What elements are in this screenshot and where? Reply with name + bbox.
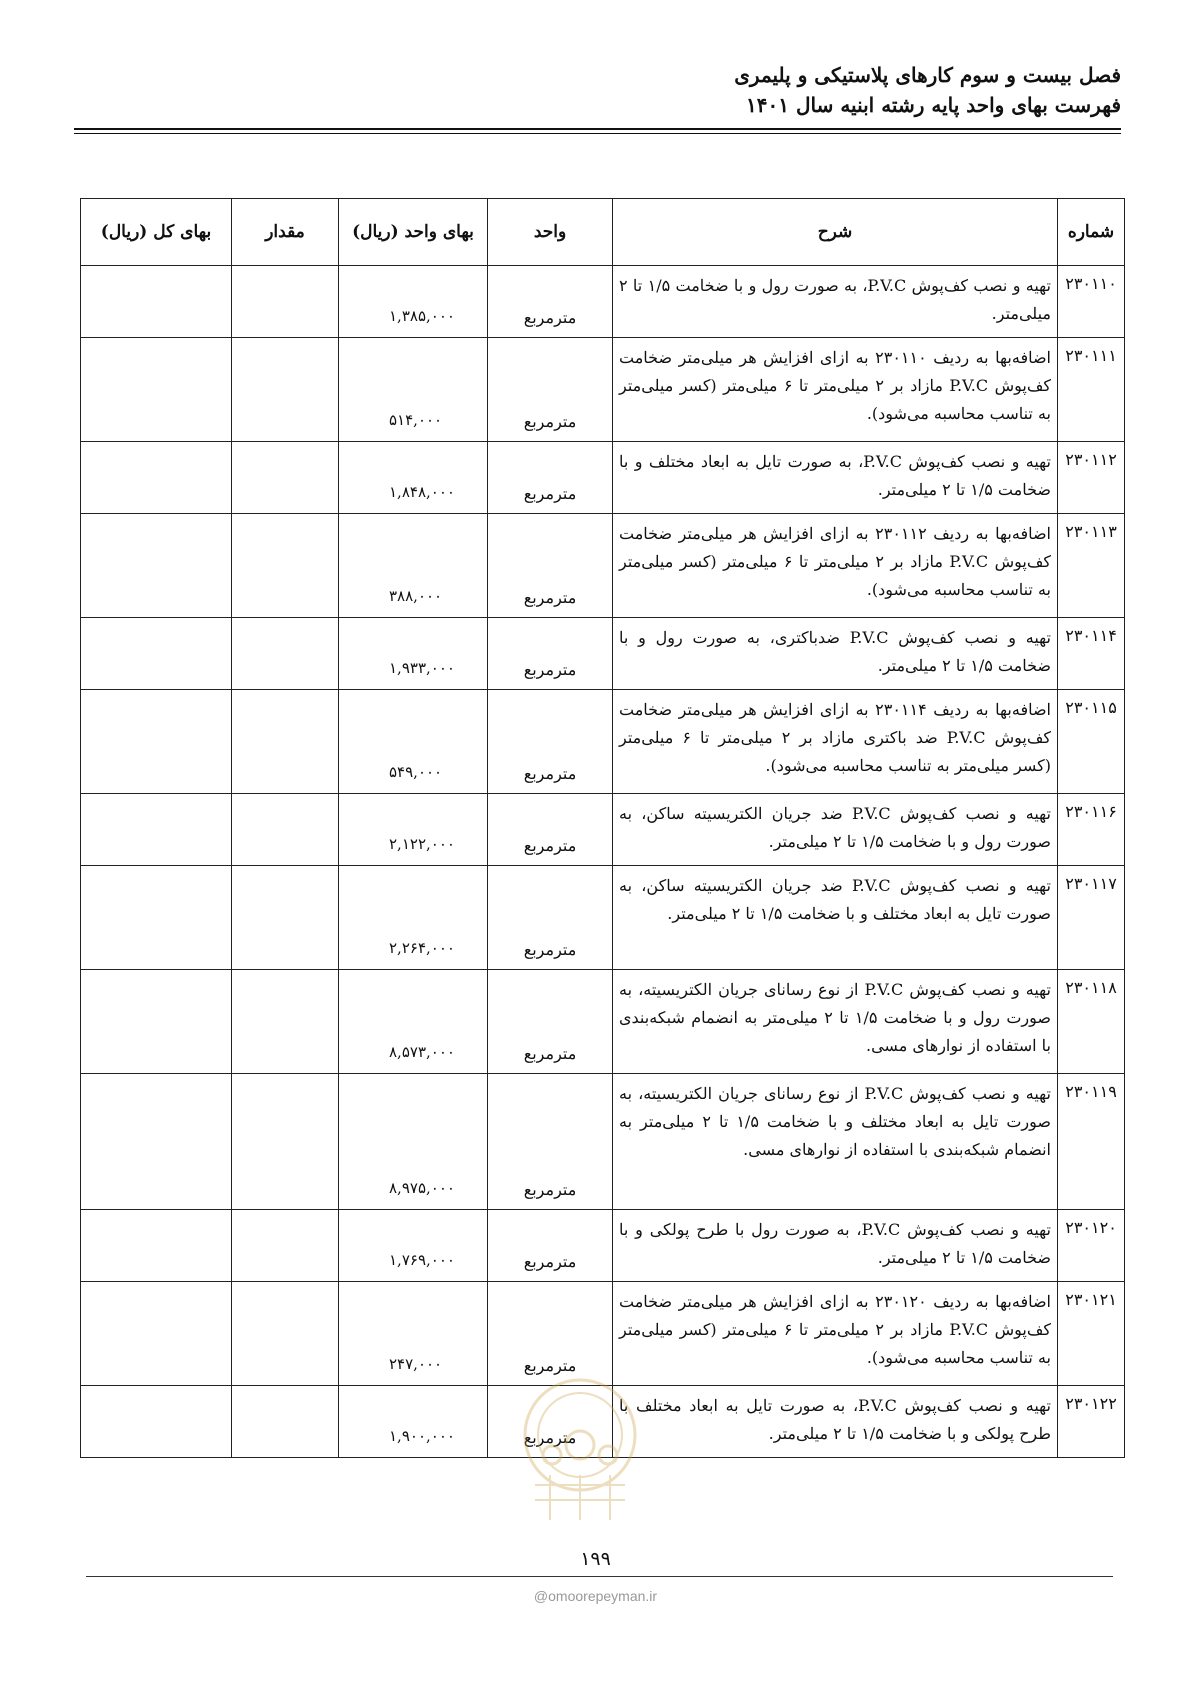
item-unit-price: ۵۱۴,۰۰۰ (339, 338, 488, 442)
item-unit: مترمربع (488, 1210, 613, 1282)
item-quantity (232, 1282, 339, 1386)
item-unit: مترمربع (488, 1282, 613, 1386)
item-unit: مترمربع (488, 690, 613, 794)
item-quantity (232, 1386, 339, 1458)
item-description: اضافه‌بها به ردیف ۲۳۰۱۲۰ به ازای افزایش هر میلی‌متر ضخامت کف‌پوش P.V.C مازاد بر ۲ میلی‌متر تا ۶ میلی‌متر (کسر میلی‌متر به تناسب محاسبه می‌شود). (613, 1282, 1058, 1386)
item-number: ۲۳۰۱۱۱ (1058, 338, 1125, 442)
table-row (81, 866, 1125, 970)
table-row (81, 794, 1125, 866)
item-number: ۲۳۰۱۱۳ (1058, 514, 1125, 618)
footer-rule (86, 1576, 1113, 1577)
item-unit: مترمربع (488, 266, 613, 338)
item-total-price (81, 1386, 232, 1458)
item-unit-price: ۱,۸۴۸,۰۰۰ (339, 442, 488, 514)
item-total-price (81, 1074, 232, 1210)
item-total-price (81, 618, 232, 690)
item-unit: مترمربع (488, 970, 613, 1074)
item-unit-price: ۱,۹۳۳,۰۰۰ (339, 618, 488, 690)
item-quantity (232, 266, 339, 338)
item-total-price (81, 1282, 232, 1386)
item-unit: مترمربع (488, 338, 613, 442)
item-quantity (232, 338, 339, 442)
website-watermark: @omoorepeyman.ir (533, 1588, 658, 1604)
item-unit: مترمربع (488, 866, 613, 970)
item-total-price (81, 338, 232, 442)
table-row (81, 1210, 1125, 1282)
item-total-price (81, 1210, 232, 1282)
item-unit: مترمربع (488, 442, 613, 514)
page-number: ۱۹۹ (580, 1548, 611, 1570)
table-row (81, 1074, 1125, 1210)
table-row (81, 690, 1125, 794)
item-total-price (81, 514, 232, 618)
item-quantity (232, 442, 339, 514)
item-number: ۲۳۰۱۱۷ (1058, 866, 1125, 970)
item-quantity (232, 794, 339, 866)
chapter-title: فصل بیست و سوم کارهای پلاستیکی و پلیمری (734, 63, 1121, 87)
table-row (81, 442, 1125, 514)
column-header-description: شرح (613, 199, 1058, 266)
item-number: ۲۳۰۱۲۱ (1058, 1282, 1125, 1386)
item-number: ۲۳۰۱۲۲ (1058, 1386, 1125, 1458)
item-description: تهیه و نصب کف‌پوش P.V.C ضد جریان الکتریسیته ساکن، به صورت رول و با ضخامت ۱/۵ تا ۲ میلی‌متر. (613, 794, 1058, 866)
page-header (61, 60, 1121, 120)
item-total-price (81, 266, 232, 338)
price-list-title: فهرست بهای واحد پایه رشته ابنیه سال ۱۴۰۱ (746, 93, 1121, 117)
item-quantity (232, 690, 339, 794)
table-header-row (81, 199, 1125, 266)
item-unit-price: ۱,۳۸۵,۰۰۰ (339, 266, 488, 338)
item-number: ۲۳۰۱۱۲ (1058, 442, 1125, 514)
item-total-price (81, 866, 232, 970)
item-description: تهیه و نصب کف‌پوش P.V.C ضد جریان الکتریسیته ساکن، به صورت تایل به ابعاد مختلف و با ضخامت ۱/۵ تا ۲ میلی‌متر. (613, 866, 1058, 970)
item-quantity (232, 1074, 339, 1210)
item-number: ۲۳۰۱۱۹ (1058, 1074, 1125, 1210)
item-unit-price: ۲,۲۶۴,۰۰۰ (339, 866, 488, 970)
column-header-unit: واحد (488, 199, 613, 266)
seal-watermark (500, 1375, 660, 1525)
item-number: ۲۳۰۱۱۰ (1058, 266, 1125, 338)
item-description: اضافه‌بها به ردیف ۲۳۰۱۱۲ به ازای افزایش هر میلی‌متر ضخامت کف‌پوش P.V.C مازاد بر ۲ میلی‌متر تا ۶ میلی‌متر (کسر میلی‌متر به تناسب محاسبه می‌شود). (613, 514, 1058, 618)
item-unit: مترمربع (488, 1386, 613, 1458)
item-total-price (81, 794, 232, 866)
table-row (81, 618, 1125, 690)
item-description: تهیه و نصب کف‌پوش P.V.C، به صورت رول با طرح پولکی و با ضخامت ۱/۵ تا ۲ میلی‌متر. (613, 1210, 1058, 1282)
item-unit: مترمربع (488, 1074, 613, 1210)
column-header-number: شماره (1058, 199, 1125, 266)
item-unit-price: ۱,۷۶۹,۰۰۰ (339, 1210, 488, 1282)
table-row (81, 970, 1125, 1074)
header-rule-thick (74, 128, 1121, 130)
item-number: ۲۳۰۱۱۴ (1058, 618, 1125, 690)
item-unit-price: ۲۴۷,۰۰۰ (339, 1282, 488, 1386)
item-total-price (81, 970, 232, 1074)
item-unit: مترمربع (488, 794, 613, 866)
item-unit: مترمربع (488, 514, 613, 618)
item-unit-price: ۲,۱۲۲,۰۰۰ (339, 794, 488, 866)
item-quantity (232, 866, 339, 970)
item-number: ۲۳۰۱۱۶ (1058, 794, 1125, 866)
item-number: ۲۳۰۱۱۸ (1058, 970, 1125, 1074)
item-description: تهیه و نصب کف‌پوش P.V.C از نوع رسانای جریان الکتریسیته، به صورت رول و با ضخامت ۱/۵ تا ۲ میلی‌متر به انضمام شبکه‌بندی با استفاده از نوارهای مسی. (613, 970, 1058, 1074)
item-description: تهیه و نصب کف‌پوش P.V.C، به صورت تایل به ابعاد مختلف و با ضخامت ۱/۵ تا ۲ میلی‌متر. (613, 442, 1058, 514)
item-total-price (81, 690, 232, 794)
item-unit-price: ۳۸۸,۰۰۰ (339, 514, 488, 618)
item-description: تهیه و نصب کف‌پوش P.V.C ضدباکتری، به صورت رول و با ضخامت ۱/۵ تا ۲ میلی‌متر. (613, 618, 1058, 690)
item-quantity (232, 618, 339, 690)
item-description: اضافه‌بها به ردیف ۲۳۰۱۱۰ به ازای افزایش هر میلی‌متر ضخامت کف‌پوش P.V.C مازاد بر ۲ میلی‌متر تا ۶ میلی‌متر (کسر میلی‌متر به تناسب محاسبه می‌شود). (613, 338, 1058, 442)
table-row (81, 514, 1125, 618)
item-unit-price: ۸,۹۷۵,۰۰۰ (339, 1074, 488, 1210)
item-unit: مترمربع (488, 618, 613, 690)
item-total-price (81, 442, 232, 514)
item-unit-price: ۵۴۹,۰۰۰ (339, 690, 488, 794)
item-quantity (232, 970, 339, 1074)
item-quantity (232, 1210, 339, 1282)
column-header-total-price: بهای کل (ریال) (81, 199, 232, 266)
column-header-unit-price: بهای واحد (ریال) (339, 199, 488, 266)
item-unit-price: ۱,۹۰۰,۰۰۰ (339, 1386, 488, 1458)
header-rule-thin (74, 133, 1121, 134)
item-description: تهیه و نصب کف‌پوش P.V.C، به صورت تایل به ابعاد مختلف با طرح پولکی و با ضخامت ۱/۵ تا ۲ میلی‌متر. (613, 1386, 1058, 1458)
item-description: تهیه و نصب کف‌پوش P.V.C از نوع رسانای جریان الکتریسیته، به صورت تایل به ابعاد مختلف و با ضخامت ۱/۵ تا ۲ میلی‌متر به انضمام شبکه‌بندی با استفاده از نوارهای مسی. (613, 1074, 1058, 1210)
item-number: ۲۳۰۱۲۰ (1058, 1210, 1125, 1282)
item-quantity (232, 514, 339, 618)
item-description: تهیه و نصب کف‌پوش P.V.C، به صورت رول و با ضخامت ۱/۵ تا ۲ میلی‌متر. (613, 266, 1058, 338)
table-row (81, 338, 1125, 442)
item-number: ۲۳۰۱۱۵ (1058, 690, 1125, 794)
table-row (81, 266, 1125, 338)
column-header-quantity: مقدار (232, 199, 339, 266)
item-description: اضافه‌بها به ردیف ۲۳۰۱۱۴ به ازای افزایش هر میلی‌متر ضخامت کف‌پوش P.V.C ضد باکتری مازاد بر ۲ میلی‌متر تا ۶ میلی‌متر (کسر میلی‌متر به تناسب محاسبه می‌شود). (613, 690, 1058, 794)
item-unit-price: ۸,۵۷۳,۰۰۰ (339, 970, 488, 1074)
table-row (81, 1282, 1125, 1386)
price-table (80, 198, 1125, 1458)
